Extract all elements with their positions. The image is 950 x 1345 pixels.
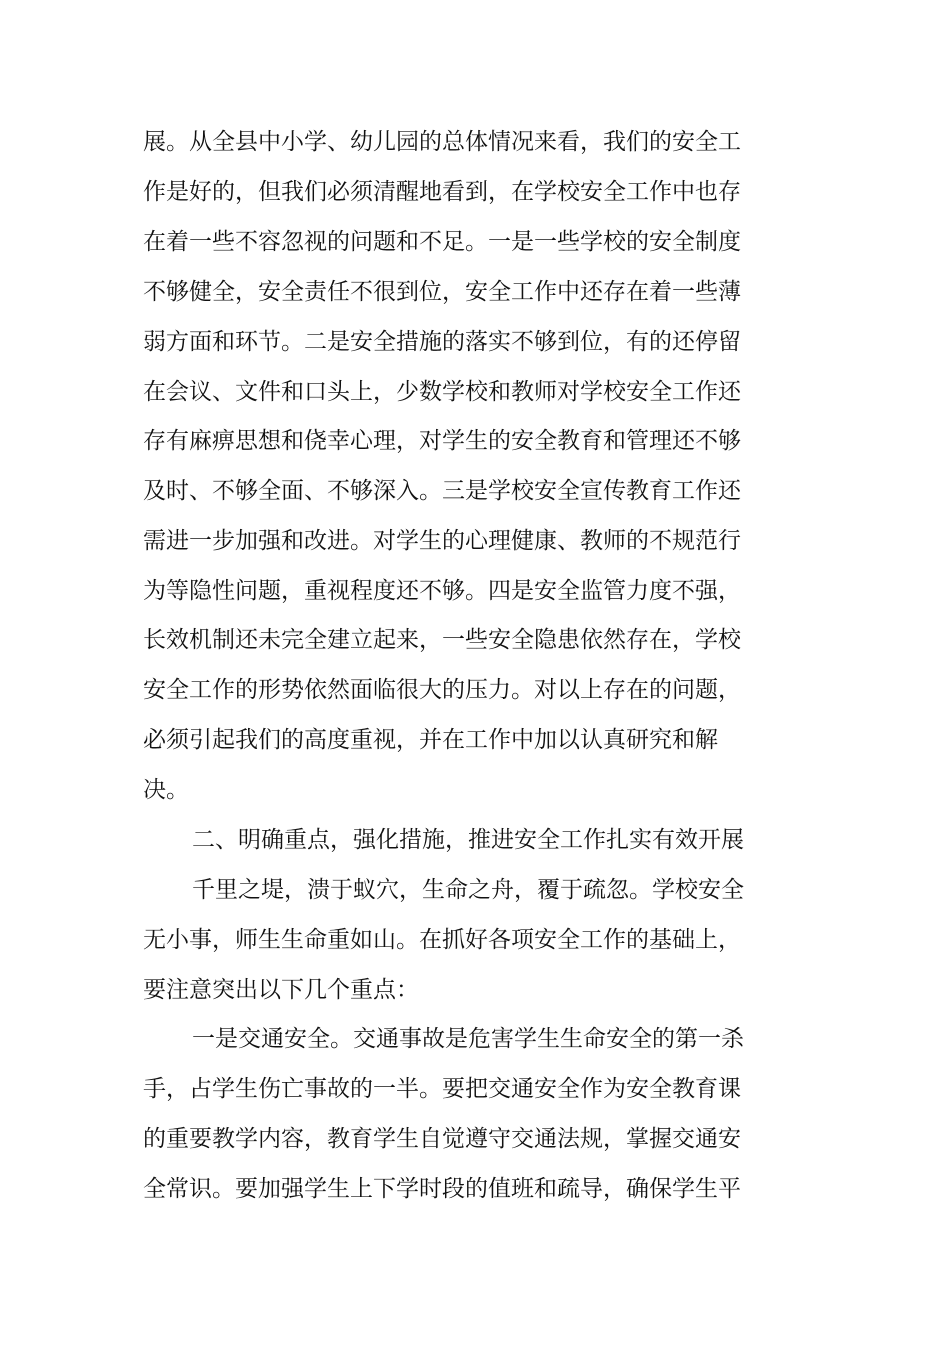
text-line: 全常识。要加强学生上下学时段的值班和疏导，确保学生平	[143, 1176, 741, 1202]
section-heading: 二、明确重点，强化措施，推进安全工作扎实有效开展	[192, 827, 744, 853]
text-line: 一是交通安全。交通事故是危害学生生命安全的第一杀	[192, 1026, 744, 1052]
text-line: 在会议、文件和口头上，少数学校和教师对学校安全工作还	[143, 379, 741, 405]
text-line: 千里之堤，溃于蚁穴，生命之舟，覆于疏忽。学校安全	[192, 877, 744, 903]
text-line: 在着一些不容忽视的问题和不足。一是一些学校的安全制度	[143, 229, 741, 255]
text-line: 为等隐性问题，重视程度还不够。四是安全监管力度不强，	[143, 578, 741, 604]
text-line: 要注意突出以下几个重点：	[143, 977, 419, 1003]
text-line: 必须引起我们的高度重视，并在工作中加以认真研究和解	[143, 727, 718, 753]
text-line: 不够健全，安全责任不很到位，安全工作中还存在着一些薄	[143, 279, 741, 305]
text-line: 无小事，师生生命重如山。在抓好各项安全工作的基础上，	[143, 927, 741, 953]
text-line: 长效机制还未完全建立起来，一些安全隐患依然存在，学校	[143, 627, 741, 653]
text-line: 安全工作的形势依然面临很大的压力。对以上存在的问题，	[143, 677, 741, 703]
text-line: 存有麻痹思想和侥幸心理，对学生的安全教育和管理还不够	[143, 428, 741, 454]
text-line: 作是好的，但我们必须清醒地看到，在学校安全工作中也存	[143, 179, 741, 205]
text-line: 的重要教学内容，教育学生自觉遵守交通法规，掌握交通安	[143, 1126, 741, 1152]
text-line: 展。从全县中小学、幼儿园的总体情况来看，我们的安全工	[143, 129, 741, 155]
text-line: 需进一步加强和改进。对学生的心理健康、教师的不规范行	[143, 528, 741, 554]
text-line: 弱方面和环节。二是安全措施的落实不够到位，有的还停留	[143, 329, 741, 355]
text-line: 决。	[143, 777, 189, 803]
text-line: 及时、不够全面、不够深入。三是学校安全宣传教育工作还	[143, 478, 741, 504]
text-line: 手，占学生伤亡事故的一半。要把交通安全作为安全教育课	[143, 1076, 741, 1102]
